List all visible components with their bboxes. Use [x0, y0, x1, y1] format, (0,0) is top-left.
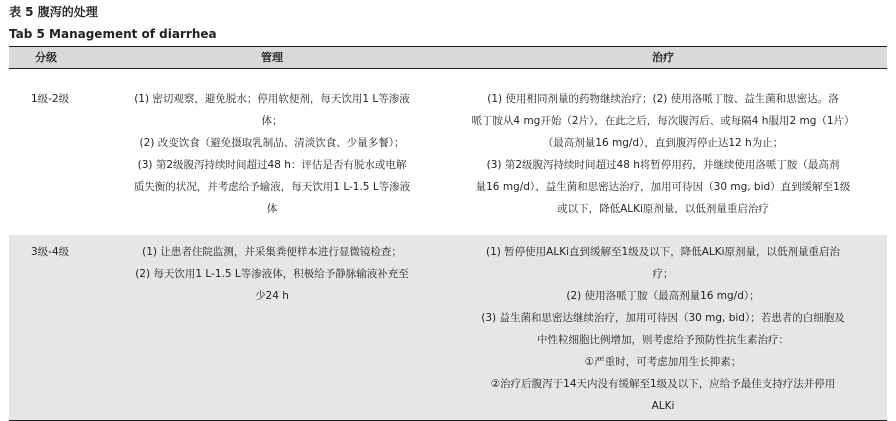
treatment-line: (3) 第2级腹泻持续时间超过48 h将暂停用药，并继续使用洛哌丁胺（最高剂 [486, 159, 840, 171]
treatment-line: 量16 mg/d）、益生菌和思密达治疗，加用可待因（30 mg, bid）直到缓解至1级 [475, 181, 851, 193]
management-line: (1) 让患者住院监测，并采集粪便样本进行显微镜检查； [142, 246, 402, 258]
treatment-line: （最高剂量16 mg/d），直到腹泻停止达12 h为止； [542, 137, 784, 149]
grade-cell: 3级-4级 [31, 246, 70, 258]
treatment-line: 疗； [652, 268, 674, 280]
management-line: (2) 每天饮用1 L-1.5 L等渗液体，积极给予静脉输液补充至 [135, 268, 409, 280]
management-line: 少24 h [255, 290, 289, 302]
treatment-line: 中性粒细胞比例增加，则考虑给予预防性抗生素治疗： [537, 334, 789, 346]
header-treatment: 治疗 [652, 51, 674, 64]
management-line: (1) 密切观察，避免脱水；停用软便剂，每天饮用1 L等渗液 [134, 93, 410, 105]
header-grade: 分级 [35, 51, 57, 64]
management-line: (3) 第2级腹泻持续时间超过48 h：评估是否有脱水或电解 [137, 159, 407, 171]
treatment-line: (1) 暂停使用ALKi直到缓解至1级及以下，降低ALKi原剂量，以低剂量重启治 [485, 246, 841, 258]
treatment-cell [439, 235, 887, 420]
table-header-row [9, 47, 887, 69]
management-cell [105, 69, 439, 235]
header-management: 管理 [261, 51, 283, 64]
treatment-line: ①严重时，可考虑加用生长抑素； [584, 356, 742, 368]
grade-cell: 1级-2级 [31, 93, 70, 105]
treatment-line: (1) 使用相同剂量的药物继续治疗；(2) 使用洛哌丁胺、益生菌和思密达。洛 [487, 93, 839, 105]
treatment-line: (3) 益生菌和思密达继续治疗，加用可待因（30 mg, bid）；若患者的白细胞及 [481, 312, 845, 324]
treatment-line: 或以下，降低ALKi原剂量，以低剂量重启治疗 [557, 203, 769, 215]
table-row-grade-3-4 [9, 235, 887, 420]
management-line: 体； [261, 115, 283, 127]
table-caption-cn: 表 5 腹泻的处理 [9, 5, 98, 19]
table-caption-en: Tab 5 Management of diarrhea [9, 27, 217, 41]
diarrhea-management-table [9, 46, 887, 421]
treatment-cell [439, 69, 887, 235]
management-line: 质失衡的状况，并考虑给予输液，每天饮用1 L-1.5 L等渗液 [133, 181, 411, 193]
treatment-line: 哌丁胺从4 mg开始（2片），在此之后，每次腹泻后、或每隔4 h服用2 mg（1片） [471, 115, 855, 127]
treatment-line: ②治疗后腹泻于14天内没有缓解至1级及以下，应给予最佳支持疗法并停用 [490, 378, 836, 390]
management-line: (2) 改变饮食（避免摄取乳制品、清淡饮食、少量多餐）； [139, 137, 405, 149]
treatment-line: (2) 使用洛哌丁胺（最高剂量16 mg/d）； [566, 290, 760, 302]
table-row-grade-1-2 [9, 69, 887, 235]
management-cell [105, 235, 439, 420]
management-line: 体 [266, 203, 278, 215]
treatment-line: ALKi [651, 400, 675, 412]
